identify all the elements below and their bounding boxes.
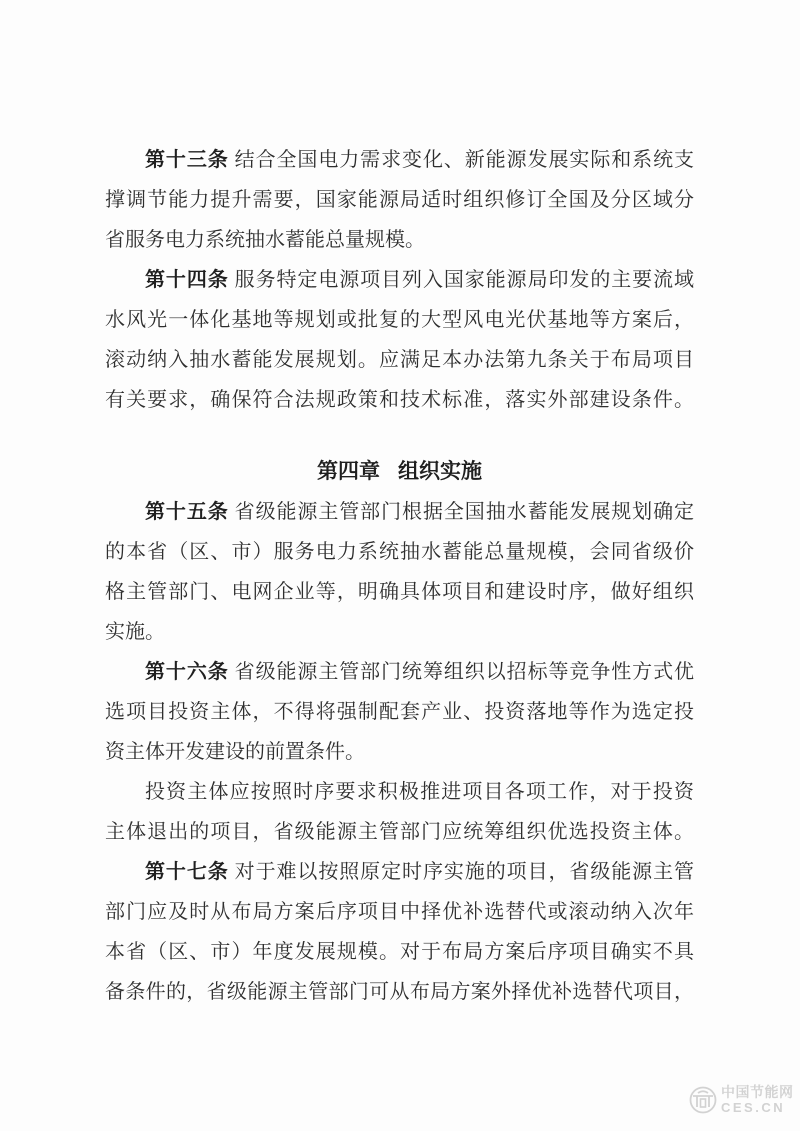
article-lead: 第十六条 <box>145 661 229 683</box>
watermark-text <box>721 1085 794 1115</box>
text-line: 第十七条 对于难以按照原定时序实施的项目，省级能源主管 <box>145 861 695 883</box>
text-line: 第十四条 服务特定电源项目列入国家能源局印发的主要流域 <box>145 269 695 291</box>
text-line: 第十五条 省级能源主管部门根据全国抽水蓄能发展规划确定 <box>145 501 695 523</box>
text-line: 格主管部门、电网企业等，明确具体项目和建设时序，做好组织 <box>105 581 694 603</box>
paragraph <box>105 140 694 260</box>
paragraph <box>105 492 694 652</box>
text-line: 撑调节能力提升需要，国家能源局适时组织修订全国及分区域分 <box>105 189 694 211</box>
article-lead: 第十七条 <box>145 861 229 883</box>
text-line: 第十六条 省级能源主管部门统筹组织以招标等竞争性方式优 <box>145 661 695 683</box>
watermark-site-domain: CES.CN <box>721 1099 786 1115</box>
article-lead: 第十五条 <box>145 501 229 523</box>
paragraph <box>105 652 694 772</box>
text-line: 第十三条 结合全国电力需求变化、新能源发展实际和系统支 <box>145 149 695 171</box>
article-lead: 第十三条 <box>145 149 229 171</box>
text-line: 的本省（区、市）服务电力系统抽水蓄能总量规模，会同省级价 <box>105 541 694 563</box>
article-lead: 第十四条 <box>145 269 229 291</box>
paragraph <box>105 260 694 420</box>
text-line: 备条件的，省级能源主管部门可从布局方案外择优补选替代项目， <box>105 981 694 1003</box>
chapter-number: 第四章 <box>317 460 380 483</box>
text-line: 部门应及时从布局方案后序项目中择优补选替代或滚动纳入次年 <box>105 901 694 923</box>
text-line: 选项目投资主体，不得将强制配套产业、投资落地等作为选定投 <box>105 701 694 723</box>
paragraph <box>105 852 694 1012</box>
text-line: 有关要求，确保符合法规政策和技术标准，落实外部建设条件。 <box>105 389 694 411</box>
text-line: 资主体开发建设的前置条件。 <box>105 741 365 763</box>
chapter-heading <box>105 452 694 492</box>
chapter-title: 组织实施 <box>398 460 482 483</box>
text-line: 滚动纳入抽水蓄能发展规划。应满足本办法第九条关于布局项目 <box>105 349 694 371</box>
watermark <box>689 1084 794 1116</box>
document-content <box>105 140 694 1012</box>
text-line: 水风光一体化基地等规划或批复的大型风电光伏基地等方案后， <box>105 309 694 331</box>
text-line: 实施。 <box>105 621 165 643</box>
paragraph <box>105 772 694 852</box>
ces-logo-icon <box>689 1084 719 1116</box>
watermark-site-name: 中国节能网 <box>721 1084 794 1101</box>
text-line: 本省（区、市）年度发展规模。对于布局方案后序项目确实不具 <box>105 941 694 963</box>
text-line: 主体退出的项目，省级能源主管部门应统筹组织优选投资主体。 <box>105 821 694 843</box>
text-line: 投资主体应按照时序要求积极推进项目各项工作，对于投资 <box>145 781 694 803</box>
text-line: 省服务电力系统抽水蓄能总量规模。 <box>105 229 425 251</box>
